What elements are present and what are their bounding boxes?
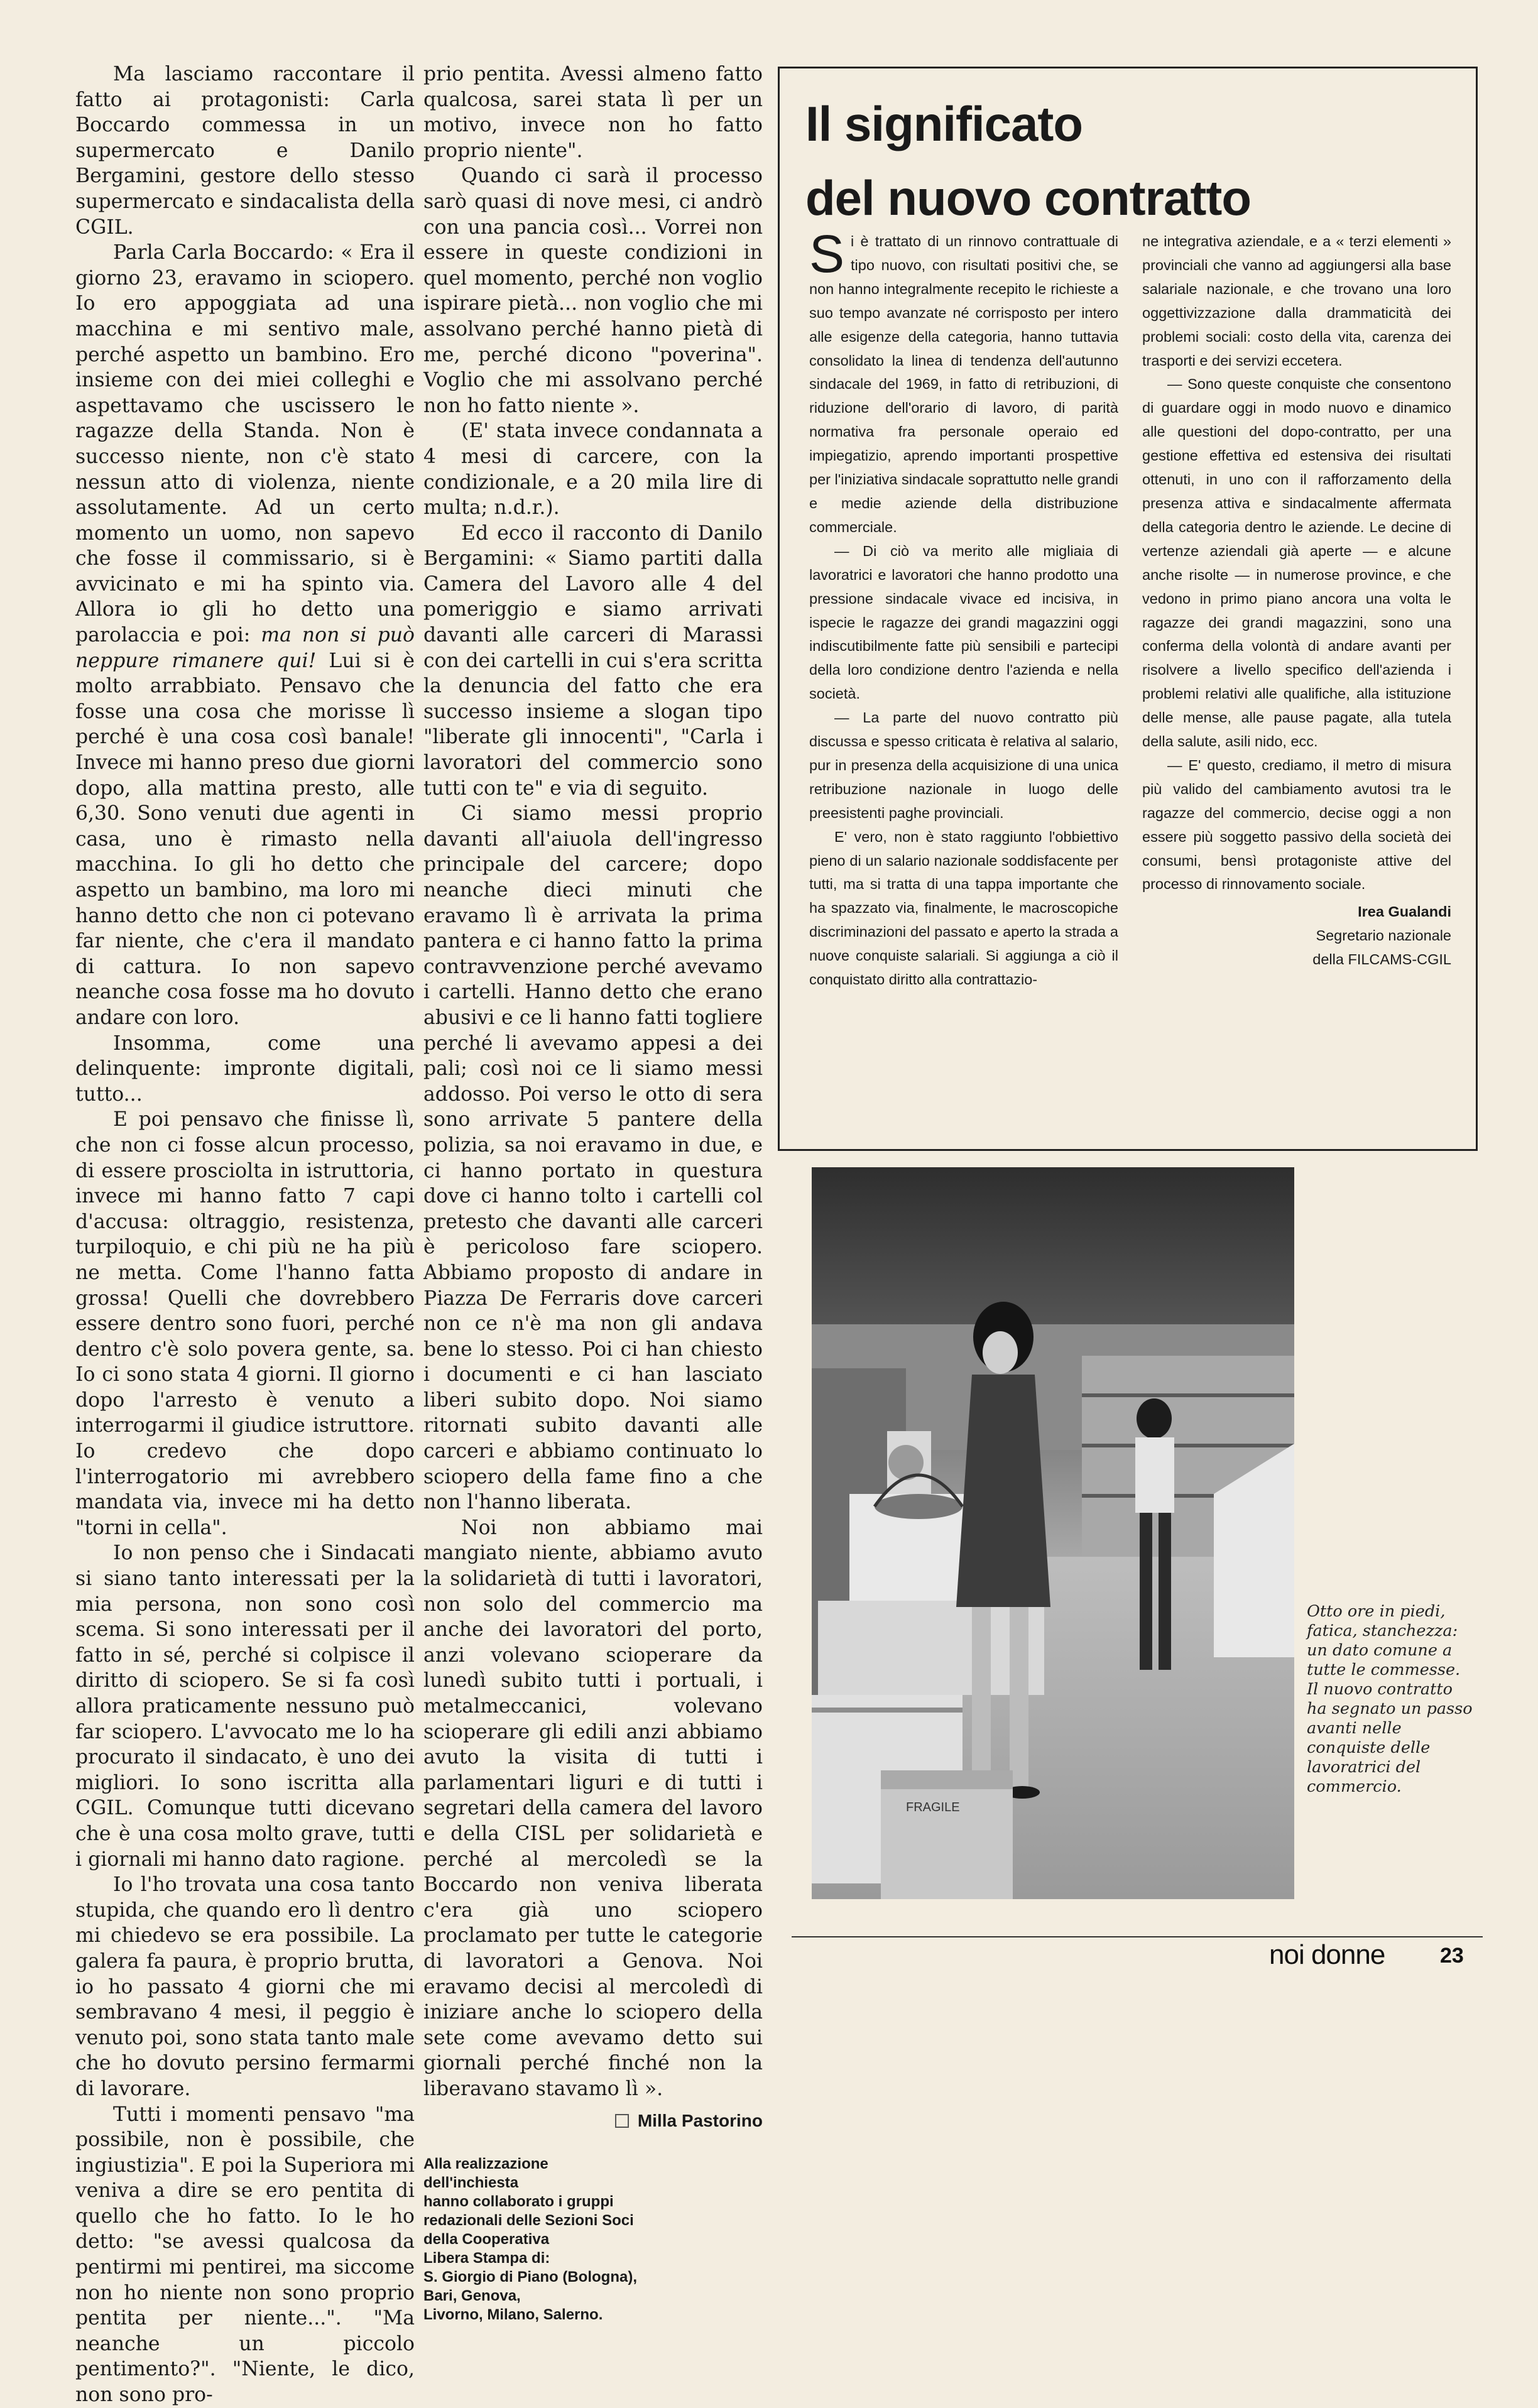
paragraph: ne integrativa aziendale, e a « terzi elementi » provinciali che vanno ad aggiungersi alla base salariale nazionale, e che trovano una loro oggettivizzazione dalla drammaticità dei problemi sociali: costo della vita, carenza dei trasporti e dei servizi eccetera. [1142, 233, 1451, 369]
paragraph-text: Parla Carla Boccardo: « Era il giorno 23, eravamo in sciopero. Io ero appoggiata ad una macchina e mi sentivo male, perché aspetto un bambino. Ero insieme con dei miei colleghi e aspettavamo che uscissero le ragazze della Standa. Non è successo niente, non c'è stato nessun atto di violenza, niente assolutamente. Ad un certo momento un uomo, non sapevo che fosse il commissario, si è avvicinato e mi ha spinto via. Allora io gli ho detto una parolaccia e poi: [75, 241, 415, 647]
paragraph: — Di ciò va merito alle migliaia di lavoratrici e lavoratori che hanno prodotto una pressione sindacale vivace ed incisiva, in ispecie le ragazze dei grandi magazzini oggi indiscutibilmente fatte più sensibili e partecipi della loro condizione dentro l'azienda e nella società. [809, 542, 1118, 702]
credits-line: hanno collaborato i gruppi [423, 2193, 614, 2211]
boxed-column-2 [1142, 230, 1451, 972]
paragraph: Tutti i momenti pensavo "ma possibile, non è possibile, che ingiustizia". E poi la Superiora mi veniva a dire se ero pentita di quello che ho fatto. Io le ho detto: "se avessi qualcosa da pentirmi mi pentirei, ma siccome non ho niente non sono proprio pentita per niente...". "Ma neanche un piccolo pentimento?". "Niente, le dico, non sono pro- [75, 2103, 415, 2407]
paragraph-text: Lui si è molto arrabbiato. Pensavo che fosse una cosa che morisse lì perché è una cosa così banale! Invece mi hanno preso due giorni dopo, alla mattina presto, alle 6,30. Sono venuti due agenti in casa, uno è rimasto nella macchina. Io gli ho detto che aspetto un bambino, ma loro mi hanno detto che non ci potevano far niente, che c'era il mandato di cattura. Io non sapevo neanche cosa fosse ma ho dovuto andare con loro. [75, 649, 415, 1029]
author-role: della FILCAMS-CGIL [1312, 951, 1451, 968]
paragraph: Ma lasciamo raccontare il fatto ai protagonisti: Carla Boccardo commessa in un supermercato e Danilo Bergamini, gestore dello stesso supermercato e sindacalista della CGIL. [75, 63, 415, 239]
author-name: Irea Gualandi [1358, 903, 1451, 920]
photo-caption: Otto ore in piedi, fatica, stanchezza: un dato comune a tutte le commesse. Il nuovo contratto ha segnato un passo avanti nelle conquiste delle lavoratrici del commercio. [1307, 1602, 1473, 1796]
article-headline [805, 87, 1465, 235]
page-number: 23 [1440, 1944, 1464, 1968]
article-signature [423, 2108, 763, 2134]
credits-line: Libera Stampa di: [423, 2250, 550, 2267]
footer-rule [792, 1936, 1483, 1937]
square-bullet-icon [615, 2114, 629, 2128]
credits-line: redazionali delle Sezioni Soci [423, 2212, 634, 2230]
paragraph: — La parte del nuovo contratto più discussa e spesso criticata è relativa al salario, pur in presenza della acquisizione di una unica retribuzione nazionale in luogo delle preesistenti paghe provinciali. [809, 709, 1118, 821]
paragraph: Ci siamo messi proprio davanti all'aiuola dell'ingresso principale del carcere; dopo neanche dieci minuti che eravamo lì è arrivata la prima pantera e ci hanno fatto la prima contravvenzione perché avevamo i cartelli. Hanno detto che erano abusivi e ce li hanno fatti togliere perché li avevamo appesi a dei pali; così noi ce li siamo messi addosso. Poi verso le otto di sera sono arrivate 5 pantere della polizia, sa noi eravamo in due, e ci hanno portato in questura dove ci hanno tolto i cartelli col pretesto che davanti alle carceri è pericoloso fare sciopero. Abbiamo proposto di andare in Piazza De Ferraris dove carceri non ce n'è ma non gli andava bene lo stesso. Poi ci han chiesto i documenti e ci han lasciato liberi subito dopo. Noi siamo ritornati subito davanti alle carceri e abbiamo continuato lo sciopero della fame fino a che non l'hanno liberata. [423, 802, 763, 1514]
article-column-1 [75, 62, 415, 2408]
paragraph: Ed ecco il racconto di Danilo Bergamini: « Siamo partiti dalla Camera del Lavoro alle 4 del pomeriggio e siamo arrivati davanti alle carceri di Marassi con dei cartelli in cui s'era scritta la denuncia del fatto che era successo insieme a slogan tipo "liberate gli innocenti", "Carla i lavoratori del commercio sono tutti con te" e via di seguito. [423, 521, 763, 800]
paragraph: (E' stata invece condannata a 4 mesi di carcere, con la condizionale, e a 20 mila lire di multa; n.d.r.). [423, 420, 763, 520]
credits-line: Bari, Genova, [423, 2287, 521, 2305]
paragraph-text: i è trattato di un rinnovo contrattuale di tipo nuovo, con risultati positivi che, se non hanno integralmente recepito le richieste a suo tempo avanzate né corrisposto per intero alle esigenze della categoria, hanno tuttavia consolidato la linea di tendenza dell'autunno sindacale del 1969, in fatto di retribuzioni, di riduzione dell'orario di lavoro, di parità normativa fra personale operaio ed impiegatizio, aprendo importanti prospettive per l'iniziativa sindacale soprattutto nelle grandi e medie aziende della distribuzione commerciale. [809, 233, 1118, 535]
signature-name: Milla Pastorino [637, 2110, 763, 2130]
credits-line: dell'inchiesta [423, 2174, 519, 2192]
paragraph [75, 240, 415, 1030]
photo-illustration [812, 1167, 1294, 1899]
magazine-name: noi donne [1269, 1939, 1385, 1970]
supermarket-photo [812, 1167, 1294, 1899]
paragraph: Quando ci sarà il processo sarò quasi di nove mesi, ci andrò con una pancia così... Vorrei non essere in queste condizioni in quel momento, perché non voglio ispirare pietà... non voglio che mi assolvano perché hanno pietà di me, perché dicono "poverina". Voglio che mi assolvano perché non ho fatto niente ». [423, 165, 763, 417]
paragraph: — E' questo, crediamo, il metro di misura più valido del cambiamento avutosi tra le ragazze del commercio, decise oggi a non essere più soggetto passivo della società dei consumi, bensì protagoniste attive del processo di rinnovamento sociale. [1142, 756, 1451, 893]
credits-line: Alla realizzazione [423, 2155, 548, 2173]
paragraph: Noi non abbiamo mai mangiato niente, abbiamo avuto la solidarietà di tutti i lavoratori, non solo del commercio ma anche dei lavoratori del porto, anzi volevano scioperare da lunedì subito tutti i portuali, i metalmeccanici, volevano scioperare gli edili anzi abbiamo avuto la visita di tutti i parlamentari liguri e di tutti i segretari della camera del lavoro e della CISL per solidarietà e perché al mercoledì se la Boccardo non veniva liberata c'era già uno sciopero proclamato per tutte le categorie di lavoratori a Genova. Noi eravamo decisi al mercoledì di iniziare anche lo sciopero della sete come avevamo detto sui giornali perché finché non la liberavano stavamo lì ». [423, 1516, 763, 2100]
drop-cap: S [809, 224, 845, 283]
article-column-2 [423, 62, 763, 2324]
credits-line: della Cooperativa [423, 2231, 550, 2248]
paragraph: Io non penso che i Sindacati si siano tanto interessati per la mia persona, non sono così scema. Si sono interessati per il fatto in sé, perché si colpisce il diritto di sciopero. Se si fa così allora praticamente nessuno può far sciopero. L'avvocato me lo ha procurato il sindacato, è uno dei migliori. Io sono iscritta alla CGIL. Comunque tutti dicevano che è una cosa molto grave, tutti i giornali mi hanno dato ragione. [75, 1542, 415, 1871]
box-label: FRAGILE [906, 1801, 960, 1814]
boxed-column-1 [809, 224, 1118, 992]
credits-line: Livorno, Milano, Salerno. [423, 2306, 603, 2324]
paragraph: — Sono queste conquiste che consentono di guardare oggi in modo nuovo e dinamico alle questioni del dopo-contratto, per una gestione effettiva ed estensiva dei risultati ottenuti, in uno con il rafforzamento della presenza attiva e sindacalmente affermata della categoria dentro le aziende. Le decine di vertenze aziendali già aperte — e alcune anche risolte — in numerose province, e che vedono in primo piano ancora una volta le ragazze dei grandi magazzini, sono una conferma della volontà di andare avanti per risolvere a livello specifico dell'azienda i problemi relativi alle qualifiche, alla istituzione delle mense, alle pause pagate, alla tutela della salute, asili nido, ecc. [1142, 376, 1451, 750]
headline-line: Il significato [805, 96, 1083, 151]
paragraph [809, 224, 1118, 540]
italic-quote: ma non si può neppure rimanere qui! [75, 624, 415, 672]
paragraph: Insomma, come una delinquente: impronte digitali, tutto... [75, 1032, 415, 1106]
credits-box [423, 2155, 763, 2324]
paragraph: Io l'ho trovata una cosa tanto stupida, che quando ero lì dentro mi chiedevo se era possibile. La galera fa paura, è proprio brutta, io ho passato 4 giorni che mi sembravano 4 mesi, il peggio è venuto poi, sono stata tanto male che ho dovuto persino fermarmi di lavorare. [75, 1873, 415, 2100]
headline-line: del nuovo contratto [805, 170, 1251, 226]
paragraph: E poi pensavo che finisse lì, che non ci fosse alcun processo, di essere prosciolta in istruttoria, invece mi hanno fatto 7 capi d'accusa: oltraggio, resistenza, turpiloquio, e chi più ne ha più ne metta. Come l'hanno fatta grossa! Quelli che dovrebbero essere dentro sono fuori, perché dentro c'è solo povera gente, sa. Io ci sono stata 4 giorni. Il giorno dopo l'arresto è venuto a interrogarmi il giudice istruttore. Io credevo che dopo l'interrogatorio mi avrebbero mandata via, invece mi ha detto "torni in cella". [75, 1108, 415, 1539]
paragraph: prio pentita. Avessi almeno fatto qualcosa, sarei stata lì per un motivo, invece non ho fatto proprio niente". [423, 63, 763, 162]
paragraph: E' vero, non è stato raggiunto l'obbiettivo pieno di un salario nazionale soddisfacente per tutti, ma si tratta di una tappa importante che ha spazzato via, finalmente, le macroscopiche discriminazioni del passato e aperto la strada a nuove conquiste salariali. Si aggiunga a ciò il conquistato diritto alla contrattazio- [809, 828, 1118, 988]
author-role: Segretario nazionale [1316, 927, 1451, 944]
credits-line: S. Giorgio di Piano (Bologna), [423, 2269, 637, 2286]
